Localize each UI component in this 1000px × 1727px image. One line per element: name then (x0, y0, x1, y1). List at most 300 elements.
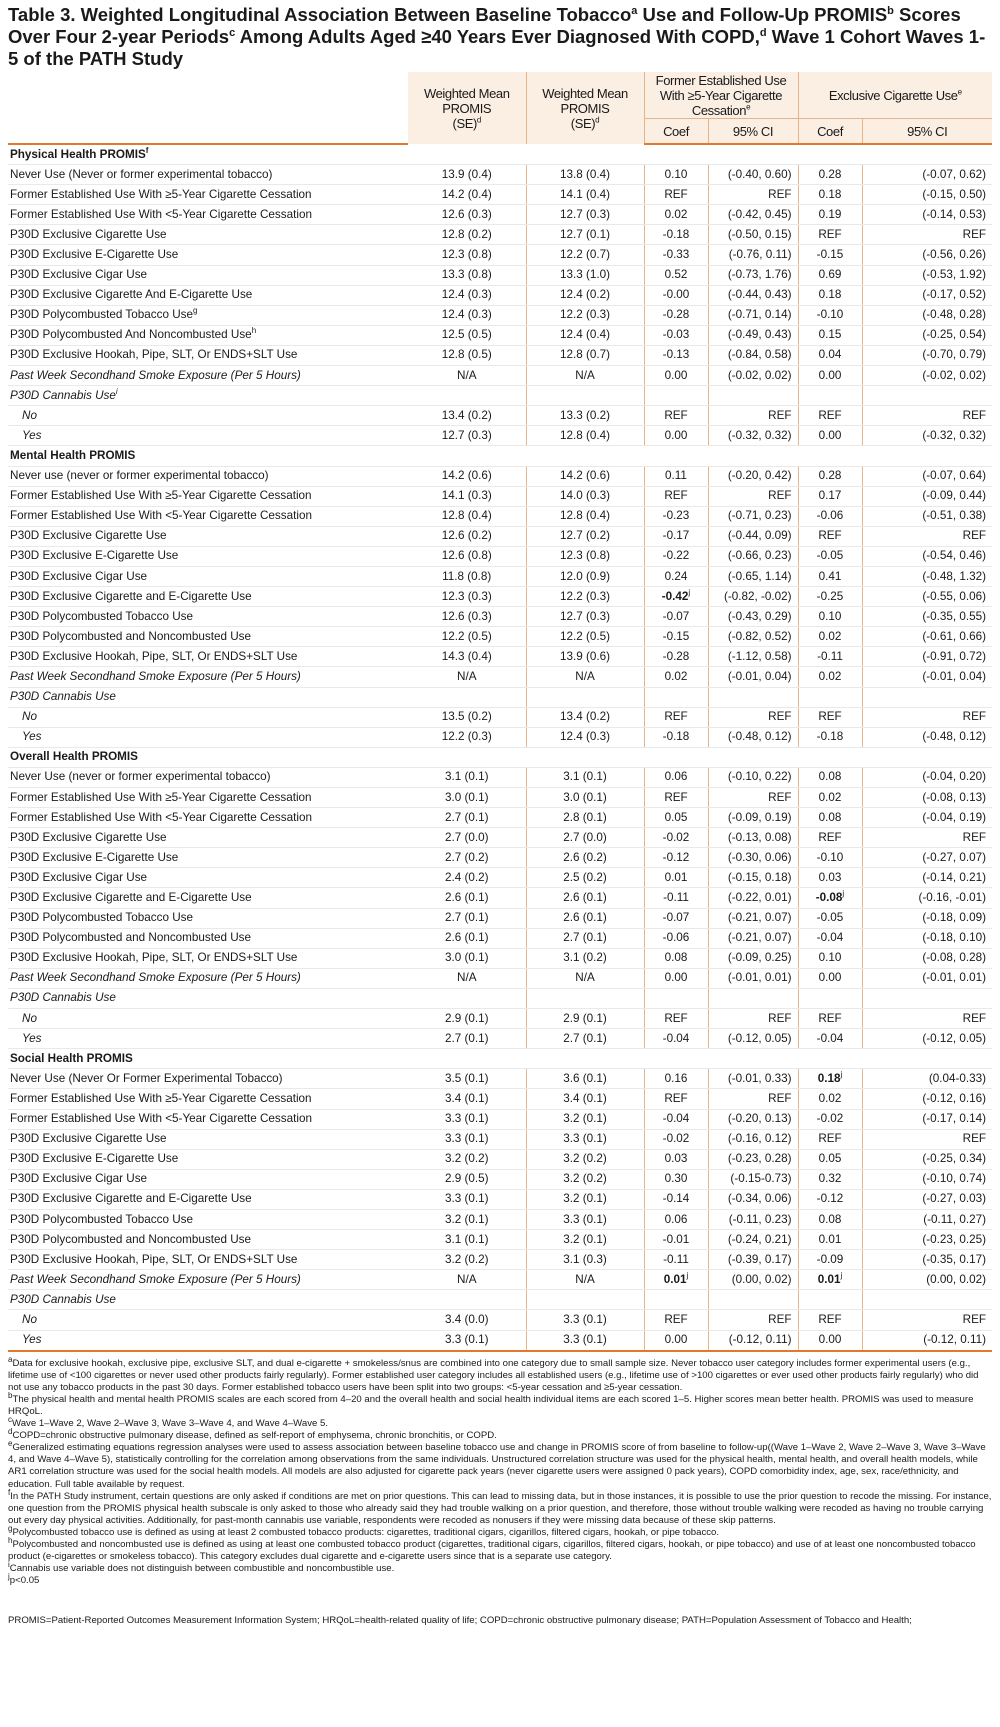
coef-exclusive-cell (798, 506, 862, 526)
weighted-mean-2-cell: 12.8 (0.7) (526, 345, 644, 365)
footnote-mark: j (686, 1270, 689, 1280)
ci-former-cell: (-0.21, 0.07) (708, 928, 798, 948)
weighted-mean-1-cell: 14.3 (0.4) (408, 647, 526, 667)
coef-exclusive-cell (798, 165, 862, 185)
coef-former-cell (644, 687, 708, 707)
weighted-mean-1-cell: 3.3 (0.1) (408, 1189, 526, 1209)
row-label-text: P30D Exclusive Cigar Use (10, 1172, 148, 1186)
footnote (8, 1427, 992, 1442)
coef-exclusive-cell (798, 587, 862, 607)
row-label (8, 305, 408, 325)
ci-former-cell: (-0.24, 0.21) (708, 1230, 798, 1250)
row-label (8, 647, 408, 667)
results-table (8, 72, 992, 1352)
coef-exclusive-cell (798, 225, 862, 245)
coef-value: -0.23 (662, 509, 690, 523)
coef-exclusive-cell (798, 1009, 862, 1029)
coef-exclusive-cell (798, 627, 862, 647)
row-label (8, 607, 408, 627)
coef-value: 0.02 (664, 669, 688, 683)
table-row (8, 647, 992, 667)
coef-former-cell (644, 1230, 708, 1250)
ci-exclusive-cell: REF (862, 225, 992, 245)
table-row (8, 165, 992, 185)
row-label-text: P30D Exclusive E-Cigarette Use (10, 248, 179, 262)
ci-exclusive-cell: (-0.32, 0.32) (862, 426, 992, 446)
weighted-mean-2-cell: 14.1 (0.4) (526, 185, 644, 205)
row-label-text: P30D Exclusive Cigarette Use (10, 529, 167, 543)
row-label (8, 185, 408, 205)
coef-value: 0.18 (818, 288, 842, 302)
coef-value: 0.02 (818, 1091, 842, 1105)
weighted-mean-1-cell: 3.2 (0.2) (408, 1149, 526, 1169)
ci-exclusive-cell: (-0.01, 0.01) (862, 968, 992, 988)
row-label (8, 165, 408, 185)
ci-exclusive-cell: REF (862, 526, 992, 546)
row-label-text: P30D Polycombusted and Noncombusted Use (10, 629, 252, 643)
weighted-mean-1-cell: 2.7 (0.1) (408, 908, 526, 928)
ci-former-cell: (-0.12, 0.11) (708, 1330, 798, 1351)
ci-exclusive-cell: (-0.25, 0.54) (862, 325, 992, 345)
ci-former-cell: (-0.32, 0.32) (708, 426, 798, 446)
weighted-mean-2-cell: 12.0 (0.9) (526, 566, 644, 586)
ci-former-cell: (-0.12, 0.05) (708, 1029, 798, 1049)
ci-exclusive-cell: (-0.10, 0.74) (862, 1169, 992, 1189)
coef-value: REF (818, 529, 842, 543)
coef-former-cell (644, 1109, 708, 1129)
row-label-text: P30D Exclusive Cigar Use (10, 268, 148, 282)
footnotes (8, 1354, 992, 1588)
coef-exclusive-cell (798, 546, 862, 566)
ci-exclusive-cell: (-0.17, 0.52) (862, 285, 992, 305)
row-label-text: P30D Exclusive Hookah, Pipe, SLT, Or ENDS+SLT Use (10, 348, 298, 362)
ci-exclusive-cell: (-0.27, 0.03) (862, 1189, 992, 1209)
coef-value: REF (664, 790, 688, 804)
table-row (8, 988, 992, 1008)
row-label-text: P30D Exclusive Cigar Use (10, 569, 148, 583)
header-former-established-group: Former Established Use With ≥5-Year Cigarette Cessation$^e$ (644, 72, 798, 119)
footnote (8, 1572, 992, 1587)
weighted-mean-2-cell: 12.2 (0.3) (526, 587, 644, 607)
ci-former-cell: (-0.20, 0.13) (708, 1109, 798, 1129)
ci-former-cell: (-0.23, 0.28) (708, 1149, 798, 1169)
weighted-mean-2-cell (526, 1290, 644, 1310)
coef-former-cell (644, 345, 708, 365)
row-label (8, 426, 408, 446)
row-label (8, 546, 408, 566)
section-title-text: Overall Health PROMIS (10, 750, 138, 764)
table-row (8, 1149, 992, 1169)
weighted-mean-2-cell: 14.2 (0.6) (526, 466, 644, 486)
row-label (8, 325, 408, 345)
row-label-text: Former Established Use With ≥5-Year Cigarette Cessation (10, 790, 312, 804)
ci-former-cell: (-0.10, 0.22) (708, 767, 798, 787)
table-row (8, 888, 992, 908)
coef-former-cell (644, 386, 708, 406)
row-label-text: P30D Polycombusted Tobacco Use (10, 1212, 193, 1226)
weighted-mean-1-cell: 3.3 (0.1) (408, 1330, 526, 1351)
footnote (8, 1354, 992, 1394)
weighted-mean-1-cell: 2.7 (0.2) (408, 848, 526, 868)
weighted-mean-1-cell: N/A (408, 667, 526, 687)
ci-former-cell: (-0.39, 0.17) (708, 1250, 798, 1270)
weighted-mean-1-cell (408, 988, 526, 1008)
row-label (8, 265, 408, 285)
ci-former-cell: REF (708, 1009, 798, 1029)
coef-former-cell (644, 1129, 708, 1149)
coef-former-cell (644, 366, 708, 386)
footnote-text: Polycombusted and noncombusted use is defined as using at least one combusted tobacco product (cigarettes, traditional cigars, cigarillos, filtered cigars, hookah, or pipe tobacco) and use of at least one noncombusted tobacco product (e-cigarettes or smokeless tobacco). This category excludes dual cigarette and e-cigarette users since that is a separate use category. (8, 1539, 976, 1563)
coef-value: -0.04 (662, 1031, 690, 1045)
coef-value: 0.02 (664, 207, 688, 221)
coef-value: REF (664, 1312, 688, 1326)
weighted-mean-2-cell: 12.2 (0.7) (526, 245, 644, 265)
coef-value: -0.07 (662, 609, 690, 623)
weighted-mean-1-cell: 11.8 (0.8) (408, 566, 526, 586)
coef-exclusive-cell (798, 988, 862, 1008)
table-row (8, 426, 992, 446)
coef-former-cell (644, 506, 708, 526)
coef-value: 0.08 (818, 810, 842, 824)
ci-exclusive-cell: (-0.35, 0.17) (862, 1250, 992, 1270)
ci-exclusive-cell: (-0.04, 0.20) (862, 767, 992, 787)
row-label-text: Past Week Secondhand Smoke Exposure (Per 5 Hours) (10, 971, 301, 985)
row-label-text: Former Established Use With <5-Year Cigarette Cessation (10, 1112, 312, 1126)
coef-exclusive-cell (798, 1189, 862, 1209)
row-label-text: P30D Cannabis Use (10, 991, 116, 1005)
coef-value: -0.11 (663, 1252, 689, 1266)
row-label (8, 1209, 408, 1229)
ci-former-cell (708, 687, 798, 707)
header-exclusive-cigarette-group: Exclusive Cigarette Use$^e$ (798, 72, 992, 119)
coef-value: REF (664, 187, 688, 201)
coef-value: 0.05 (818, 1152, 842, 1166)
coef-former-cell (644, 808, 708, 828)
ci-exclusive-cell: (-0.09, 0.44) (862, 486, 992, 506)
weighted-mean-2-cell: 3.2 (0.2) (526, 1169, 644, 1189)
section-title (8, 747, 992, 767)
ci-exclusive-cell: (-0.23, 0.25) (862, 1230, 992, 1250)
table-row (8, 466, 992, 486)
coef-value: -0.33 (662, 248, 690, 262)
coef-exclusive-cell (798, 285, 862, 305)
row-label-text: P30D Exclusive Hookah, Pipe, SLT, Or ENDS+SLT Use (10, 951, 298, 965)
weighted-mean-2-cell: 12.2 (0.3) (526, 305, 644, 325)
ci-former-cell: (-0.21, 0.07) (708, 908, 798, 928)
footnote-mark: c (8, 1414, 12, 1424)
row-label-text: P30D Polycombusted And Noncombusted Use (10, 328, 252, 342)
coef-former-cell (644, 526, 708, 546)
footnote-text: COPD=chronic obstructive pulmonary disease, defined as self-report of emphysema, chronic bronchitis, or COPD. (12, 1430, 497, 1442)
weighted-mean-1-cell: 12.6 (0.2) (408, 526, 526, 546)
row-label (8, 1009, 408, 1029)
ci-exclusive-cell: (-0.51, 0.38) (862, 506, 992, 526)
coef-exclusive-cell (798, 406, 862, 426)
coef-exclusive-cell (798, 727, 862, 747)
section-header-row (8, 446, 992, 466)
coef-former-cell (644, 265, 708, 285)
weighted-mean-1-cell: 13.4 (0.2) (408, 406, 526, 426)
coef-value: -0.15 (816, 248, 844, 262)
row-label-text: P30D Polycombusted and Noncombusted Use (10, 1232, 252, 1246)
table-row (8, 526, 992, 546)
section-title-text: Physical Health PROMIS (10, 147, 146, 161)
ci-exclusive-cell: (-0.08, 0.28) (862, 948, 992, 968)
ci-former-cell: (-0.44, 0.43) (708, 285, 798, 305)
ci-former-cell: (-0.82, 0.52) (708, 627, 798, 647)
weighted-mean-2-cell: 14.0 (0.3) (526, 486, 644, 506)
ci-former-cell: (-0.15, 0.18) (708, 868, 798, 888)
weighted-mean-1-cell: 2.4 (0.2) (408, 868, 526, 888)
ci-former-cell: (-0.01, 0.04) (708, 667, 798, 687)
table-row (8, 848, 992, 868)
coef-value: 0.03 (664, 1152, 688, 1166)
coef-value: 0.00 (664, 971, 688, 985)
row-label-text: P30D Exclusive Cigarette Use (10, 830, 167, 844)
coef-former-cell (644, 185, 708, 205)
weighted-mean-2-cell: 2.5 (0.2) (526, 868, 644, 888)
ci-former-cell: REF (708, 707, 798, 727)
coef-former-cell (644, 245, 708, 265)
weighted-mean-2-cell: 3.1 (0.3) (526, 1250, 644, 1270)
ci-exclusive-cell (862, 1290, 992, 1310)
row-label (8, 1029, 408, 1049)
coef-value: -0.10 (816, 308, 844, 322)
ci-exclusive-cell: (-0.12, 0.16) (862, 1089, 992, 1109)
row-label (8, 1230, 408, 1250)
table-row (8, 1230, 992, 1250)
ci-former-cell: (-0.02, 0.02) (708, 366, 798, 386)
coef-value: 0.16 (664, 1071, 688, 1085)
table-row (8, 1189, 992, 1209)
coef-exclusive-cell (798, 345, 862, 365)
ci-exclusive-cell: (-0.12, 0.05) (862, 1029, 992, 1049)
row-label (8, 707, 408, 727)
coef-value: -0.42 (661, 589, 689, 603)
coef-exclusive-cell (798, 1250, 862, 1270)
coef-former-cell (644, 225, 708, 245)
coef-exclusive-cell (798, 1109, 862, 1129)
coef-value: REF (818, 710, 842, 724)
weighted-mean-2-cell: 13.3 (0.2) (526, 406, 644, 426)
table-row (8, 345, 992, 365)
coef-exclusive-cell (798, 466, 862, 486)
coef-exclusive-cell (798, 245, 862, 265)
weighted-mean-1-cell: 3.4 (0.0) (408, 1310, 526, 1330)
weighted-mean-1-cell: 12.6 (0.3) (408, 205, 526, 225)
row-label (8, 948, 408, 968)
weighted-mean-2-cell: 13.9 (0.6) (526, 647, 644, 667)
ci-exclusive-cell: (-0.18, 0.10) (862, 928, 992, 948)
ci-exclusive-cell: (0.00, 0.02) (862, 1270, 992, 1290)
weighted-mean-1-cell: 12.3 (0.8) (408, 245, 526, 265)
ci-exclusive-cell: (-0.53, 1.92) (862, 265, 992, 285)
coef-former-cell (644, 727, 708, 747)
ci-former-cell: (-0.13, 0.08) (708, 828, 798, 848)
section-header-row (8, 747, 992, 767)
coef-value: -0.17 (662, 529, 690, 543)
ci-exclusive-cell (862, 386, 992, 406)
footnote-text: Generalized estimating equations regression analyses were used to assess association between baseline tobacco use and change in PROMIS score of from baseline to follow-up((Wave 1–Wave 2, Wave 2–Wave 3, Wave 3–Wave 4, and Wave 4–Wave 5), statistically controlling for the correlation among observations from the same individuals. Unstructured correlation structure was used for the physical health, mental health, and overall health models, while AR1 correlation structure was used for the social health models. All models are also adjusted for cigarette pack years (never cigarette users were assigned 0 pack years), COPD comorbidity index, age, sex, race/ethnicity, and education. Full table available by request. (8, 1442, 986, 1490)
coef-exclusive-cell (798, 828, 862, 848)
row-label-text: P30D Exclusive E-Cigarette Use (10, 850, 179, 864)
coef-value: 0.06 (664, 770, 688, 784)
weighted-mean-1-cell: 12.6 (0.8) (408, 546, 526, 566)
weighted-mean-2-cell (526, 988, 644, 1008)
coef-exclusive-cell (798, 1209, 862, 1229)
row-label (8, 406, 408, 426)
table-title: Table 3. Weighted Longitudinal Association Between Baseline Tobacco$^a$ Use and Follow-Up PROMIS$^b$ Scores Over Four 2-year Periods$^c$ Among Adults Aged ≥40 Years Ever Diagnosed With COPD,$^d$ Wave 1 Cohort Waves 1-5 of the PATH Study (8, 4, 986, 69)
coef-value: 0.19 (818, 207, 842, 221)
coef-value: -0.11 (817, 649, 843, 663)
coef-former-cell (644, 1169, 708, 1189)
weighted-mean-1-cell: 12.8 (0.5) (408, 345, 526, 365)
section-title (8, 144, 992, 165)
coef-exclusive-cell (798, 486, 862, 506)
coef-value: 0.69 (818, 268, 842, 282)
coef-value: 0.11 (665, 469, 687, 483)
coef-value: 0.01 (663, 1272, 687, 1286)
footnote (8, 1560, 992, 1575)
ci-former-cell: REF (708, 1089, 798, 1109)
weighted-mean-2-cell: 3.6 (0.1) (526, 1069, 644, 1089)
table-row (8, 1290, 992, 1310)
coef-value: 0.10 (818, 951, 842, 965)
row-label (8, 486, 408, 506)
footnote-mark: h (8, 1535, 13, 1545)
weighted-mean-1-cell: 2.7 (0.1) (408, 1029, 526, 1049)
section-title-text: Mental Health PROMIS (10, 448, 136, 462)
coef-exclusive-cell (798, 1169, 862, 1189)
coef-former-cell (644, 788, 708, 808)
coef-former-cell (644, 988, 708, 1008)
weighted-mean-2-cell: 3.2 (0.2) (526, 1149, 644, 1169)
row-label (8, 1169, 408, 1189)
weighted-mean-1-cell: 2.9 (0.5) (408, 1169, 526, 1189)
table-row (8, 868, 992, 888)
coef-former-cell (644, 1270, 708, 1290)
footnote-text: p<0.05 (9, 1575, 40, 1587)
weighted-mean-2-cell: N/A (526, 1270, 644, 1290)
weighted-mean-2-cell: 3.2 (0.1) (526, 1230, 644, 1250)
weighted-mean-1-cell: 12.2 (0.3) (408, 727, 526, 747)
coef-former-cell (644, 486, 708, 506)
ci-exclusive-cell: (-0.91, 0.72) (862, 647, 992, 667)
row-label (8, 627, 408, 647)
footnote-text: In the PATH Study instrument, certain questions are only asked if conditions are met on prior questions. This can lead to missing data, but in those instances, it is possible to use the prior question to recode the missing. For instance, one question from the PROMIS physical health subscale is only asked to those who already said they had trouble walking on a prior question, and therefore, those without trouble walking were recoded as having no trouble carrying out every day physical activities. Additionally, for past-month cannabis use variable, respondents were recoded as nonusers if they were missing data because of these skip patterns. (8, 1490, 992, 1526)
row-label-text: Yes (22, 428, 42, 442)
coef-value: 0.00 (818, 368, 842, 382)
ci-former-cell: REF (708, 185, 798, 205)
table-header (8, 72, 992, 144)
section-header-row (8, 144, 992, 165)
ci-former-cell: (-0.82, -0.02) (708, 587, 798, 607)
row-label-text: No (22, 1011, 37, 1025)
coef-value: -0.02 (662, 1132, 690, 1146)
ci-former-cell: (-0.01, 0.01) (708, 968, 798, 988)
coef-value: REF (664, 489, 688, 503)
coef-value: 0.18 (818, 187, 842, 201)
weighted-mean-1-cell: 12.6 (0.3) (408, 607, 526, 627)
row-label-text: No (22, 710, 37, 724)
weighted-mean-1-cell: 2.6 (0.1) (408, 888, 526, 908)
abbreviations: PROMIS=Patient-Reported Outcomes Measurement Information System; HRQoL=health-related quality of life; COPD=chronic obstructive pulmonary disease; PATH=Population Assessment of Tobacco and Health; (8, 1615, 912, 1627)
row-label (8, 566, 408, 586)
row-label-text: P30D Polycombusted Tobacco Use (10, 308, 193, 322)
table-row (8, 948, 992, 968)
ci-former-cell: (-0.22, 0.01) (708, 888, 798, 908)
coef-exclusive-cell (798, 1330, 862, 1351)
coef-value: 0.08 (664, 951, 688, 965)
table-row (8, 305, 992, 325)
weighted-mean-2-cell: 12.8 (0.4) (526, 506, 644, 526)
row-label (8, 1069, 408, 1089)
coef-former-cell (644, 1149, 708, 1169)
coef-value: REF (664, 1091, 688, 1105)
weighted-mean-1-cell: 12.8 (0.4) (408, 506, 526, 526)
ci-former-cell: (-0.09, 0.19) (708, 808, 798, 828)
row-label (8, 1189, 408, 1209)
coef-exclusive-cell (798, 1230, 862, 1250)
coef-former-cell (644, 205, 708, 225)
weighted-mean-2-cell: 3.3 (0.1) (526, 1209, 644, 1229)
ci-exclusive-cell: (-0.12, 0.11) (862, 1330, 992, 1351)
row-label-text: P30D Cannabis Use (10, 690, 116, 704)
ci-exclusive-cell: (-0.27, 0.07) (862, 848, 992, 868)
coef-former-cell (644, 325, 708, 345)
weighted-mean-1-cell (408, 386, 526, 406)
coef-former-cell (644, 607, 708, 627)
coef-value: REF (818, 408, 842, 422)
coef-value: REF (818, 830, 842, 844)
row-label (8, 727, 408, 747)
coef-value: 0.18 (817, 1071, 841, 1085)
coef-former-cell (644, 1029, 708, 1049)
weighted-mean-2-cell: 12.3 (0.8) (526, 546, 644, 566)
weighted-mean-2-cell: 3.1 (0.1) (526, 767, 644, 787)
ci-exclusive-cell: (-0.14, 0.21) (862, 868, 992, 888)
ci-former-cell: (-0.66, 0.23) (708, 546, 798, 566)
row-label (8, 245, 408, 265)
footnote-mark: e (8, 1439, 13, 1449)
coef-exclusive-cell (798, 1129, 862, 1149)
weighted-mean-1-cell: 12.8 (0.2) (408, 225, 526, 245)
coef-value: -0.05 (816, 911, 844, 925)
weighted-mean-1-cell (408, 687, 526, 707)
ci-former-cell: (-0.16, 0.12) (708, 1129, 798, 1149)
row-label-text: P30D Cannabis Use (10, 1292, 116, 1306)
footnote-mark: d (8, 1427, 13, 1436)
ci-exclusive-cell: (-0.48, 1.32) (862, 566, 992, 586)
table-row (8, 1209, 992, 1229)
coef-exclusive-cell (798, 526, 862, 546)
coef-former-cell (644, 466, 708, 486)
coef-exclusive-cell (798, 1149, 862, 1169)
ci-former-cell: (-0.49, 0.43) (708, 325, 798, 345)
weighted-mean-1-cell: 12.4 (0.3) (408, 285, 526, 305)
footnote-mark: b (8, 1390, 13, 1400)
header-blank (8, 72, 408, 144)
table-row (8, 1270, 992, 1290)
table-row (8, 486, 992, 506)
weighted-mean-2-cell: 12.4 (0.2) (526, 285, 644, 305)
ci-exclusive-cell: (-0.07, 0.64) (862, 466, 992, 486)
coef-value: -0.25 (816, 589, 844, 603)
ci-exclusive-cell (862, 687, 992, 707)
ci-exclusive-cell: (-0.08, 0.13) (862, 788, 992, 808)
ci-former-cell: (-0.42, 0.45) (708, 205, 798, 225)
row-label (8, 687, 408, 707)
